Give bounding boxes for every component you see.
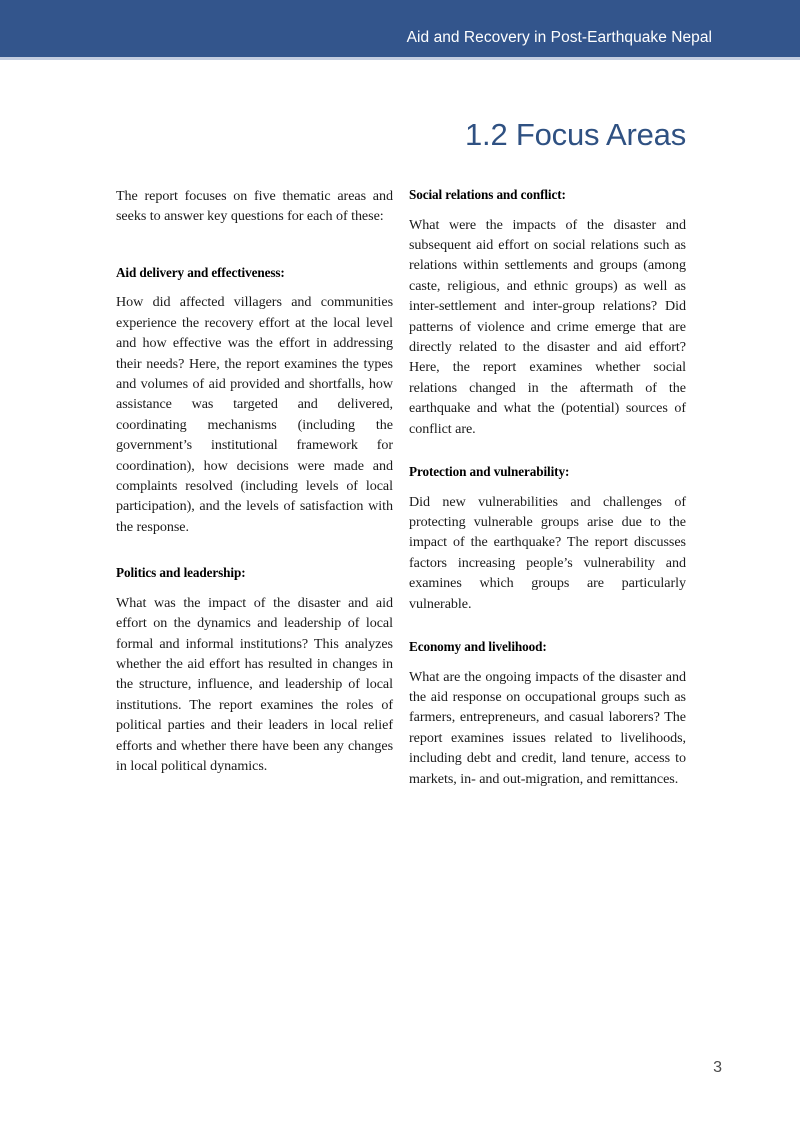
spacer <box>116 582 393 593</box>
spacer <box>409 204 686 215</box>
intro-paragraph: The report focuses on five thematic areas and seeks to answer key questions for each of these: <box>116 188 393 225</box>
subheading-aid-delivery: Aid delivery and effectiveness: <box>116 264 285 280</box>
body-columns <box>116 186 686 789</box>
page-title: 1.2 Focus Areas <box>464 117 686 152</box>
header-divider-rule <box>0 57 800 60</box>
paragraph-protection-vulnerability: Did new vulnerabilities and challenges of protecting vulnerable groups arise due to the impact of the earthquake? The report discusses factors increasing people’s vulnerability and examines which groups are particularly vulnerable. <box>409 493 686 612</box>
paragraph-economy-livelihood: What are the ongoing impacts of the disaster and the aid response on occupational groups such as farmers, entrepreneurs, and casual laborers? The report examines issues related to livelihoods, including debt and credit, land tenure, access to markets, in- and out-migration, and remittances. <box>409 668 686 787</box>
spacer <box>409 481 686 492</box>
right-column <box>409 186 686 789</box>
subheading-protection-vulnerability: Protection and vulnerability: <box>409 464 570 480</box>
page-number: 3 <box>713 1059 722 1076</box>
running-header-band <box>0 0 800 57</box>
paragraph-politics-leadership: What was the impact of the disaster and aid effort on the dynamics and leadership of local formal and informal institutions? This analyzes whether the aid effort has resulted in changes in the structure, influence, and leadership of local institutions. The report examines the roles of political parties and their leaders in local relief efforts and whether there have been any changes in local political dynamics. <box>116 594 393 775</box>
spacer <box>409 614 686 638</box>
paragraph-social-relations: What were the impacts of the disaster and subsequent aid effort on social relations such as relations within settlements and groups (among caste, religious, and ethnic groups) as well as inter-settlement and inter-group relations? Did patterns of violence and crime emerge that are directly related to the disaster and aid effort? Here, the report examines whether social relations changed in the aftermath of the earthquake and what the (potential) sources of conflict are. <box>409 216 686 437</box>
spacer <box>409 439 686 463</box>
subheading-politics-leadership: Politics and leadership: <box>116 565 246 581</box>
spacer <box>116 227 393 264</box>
running-header-title: Aid and Recovery in Post-Earthquake Nepal <box>406 29 712 46</box>
spacer <box>116 537 393 564</box>
subheading-social-relations: Social relations and conflict: <box>409 187 566 202</box>
spacer <box>116 281 393 292</box>
left-column <box>116 186 393 789</box>
paragraph-aid-delivery: How did affected villagers and communities experience the recovery effort at the local level and how effective was the effort in addressing their needs? Here, the report examines the types and volumes of aid provided and shortfalls, how assistance was targeted and delivered, coordinating mechanisms (including the government’s institutional framework for coordination), how decisions were made and complaints resolved (including levels of local participation), and the levels of satisfaction with the response. <box>116 294 393 535</box>
subheading-economy-livelihood: Economy and livelihood: <box>409 639 547 654</box>
spacer <box>409 656 686 667</box>
